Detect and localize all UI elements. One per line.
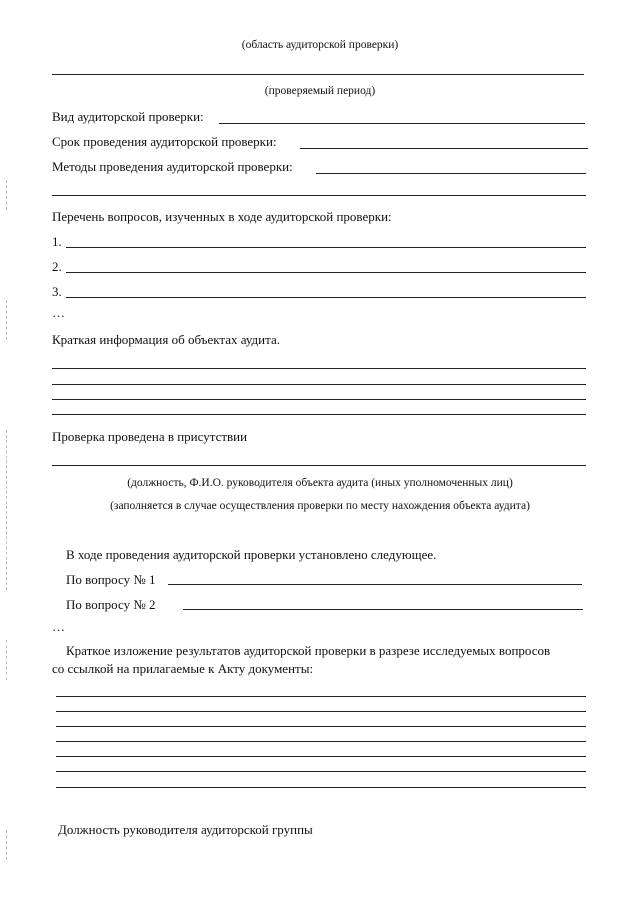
question-number-1: 1. <box>52 234 62 249</box>
margin-mark <box>6 640 7 680</box>
findings-ellipsis: … <box>52 619 65 634</box>
objects-info-line-1[interactable] <box>52 368 586 369</box>
audit-methods-field[interactable] <box>316 173 586 174</box>
summary-line-3[interactable] <box>56 726 586 727</box>
presence-field[interactable] <box>52 465 586 466</box>
margin-mark <box>6 300 7 340</box>
summary-line-6[interactable] <box>56 771 586 772</box>
summary-text-line-1: Краткое изложение результатов аудиторской проверки в разрезе исследуемых вопросов <box>66 643 551 658</box>
question-field-1[interactable] <box>66 247 586 248</box>
objects-info-line-3[interactable] <box>52 399 586 400</box>
question-number-2: 2. <box>52 259 62 274</box>
summary-text-line-2: со ссылкой на прилагаемые к Акту документы: <box>52 661 314 676</box>
question-field-2[interactable] <box>66 272 586 273</box>
presence-caption-1: (должность, Ф.И.О. руководителя объекта аудита (иных уполномоченных лиц) <box>127 477 513 489</box>
audit-period-caption: (проверяемый период) <box>264 85 376 97</box>
questions-ellipsis: … <box>52 305 65 320</box>
presence-caption-2: (заполняется в случае осуществления проверки по месту нахождения объекта аудита) <box>110 500 530 512</box>
summary-line-4[interactable] <box>56 741 586 742</box>
audit-methods-label: Методы проведения аудиторской проверки: <box>52 159 293 174</box>
audit-term-label: Срок проведения аудиторской проверки: <box>52 134 277 149</box>
finding-q2-label: По вопросу № 2 <box>66 597 156 612</box>
margin-mark <box>6 180 7 210</box>
margin-mark <box>6 830 7 860</box>
audit-area-line <box>52 74 584 75</box>
leader-position-label: Должность руководителя аудиторской группы <box>58 822 313 837</box>
questions-title: Перечень вопросов, изученных в ходе аудиторской проверки: <box>52 209 392 224</box>
summary-line-5[interactable] <box>56 756 586 757</box>
objects-info-line-2[interactable] <box>52 384 586 385</box>
findings-intro: В ходе проведения аудиторской проверки установлено следующее. <box>66 547 437 562</box>
audit-type-label: Вид аудиторской проверки: <box>52 109 204 124</box>
summary-line-2[interactable] <box>56 711 586 712</box>
finding-q1-label: По вопросу № 1 <box>66 572 156 587</box>
objects-info-title: Краткая информация об объектах аудита. <box>52 332 280 347</box>
audit-type-field[interactable] <box>219 123 585 124</box>
presence-title: Проверка проведена в присутствии <box>52 429 248 444</box>
objects-info-line-4[interactable] <box>52 414 586 415</box>
summary-line-1[interactable] <box>56 696 586 697</box>
finding-q1-field[interactable] <box>168 584 582 585</box>
question-field-3[interactable] <box>66 297 586 298</box>
audit-methods-field-continued[interactable] <box>52 195 586 196</box>
finding-q2-field[interactable] <box>183 609 583 610</box>
question-number-3: 3. <box>52 284 62 299</box>
audit-term-field[interactable] <box>300 148 588 149</box>
audit-area-caption: (область аудиторской проверки) <box>241 39 399 51</box>
summary-line-7[interactable] <box>56 787 586 788</box>
